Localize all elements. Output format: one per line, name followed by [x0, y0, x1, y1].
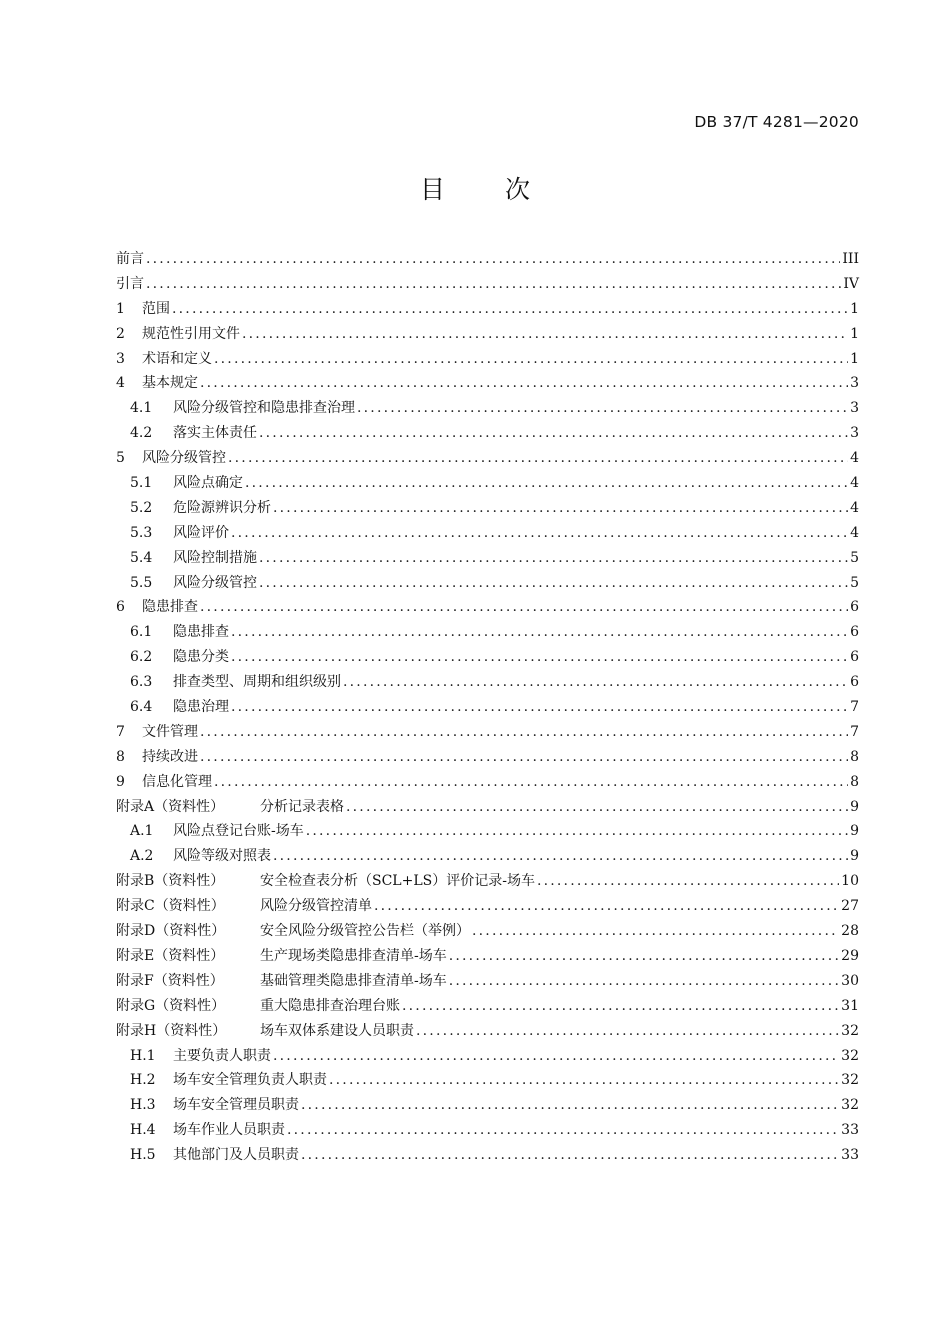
toc-dot-leader	[306, 823, 848, 839]
toc-entry-number: A.1	[130, 823, 154, 840]
toc-entry-label: 风险等级对照表	[173, 848, 271, 865]
toc-entry-label: 风险评价	[173, 524, 229, 541]
toc-dot-leader	[231, 699, 848, 715]
toc-dot-leader	[214, 774, 848, 790]
toc-entry-number: 5.5	[130, 574, 153, 591]
toc-entry[interactable]	[116, 397, 859, 422]
toc-entry-number: 6.2	[130, 649, 153, 666]
toc-entry[interactable]	[116, 920, 859, 945]
toc-entry-page: 28	[841, 923, 859, 940]
toc-dot-leader	[329, 1072, 839, 1088]
toc-dot-leader	[346, 799, 848, 815]
toc-entry-label: 隐患排查	[142, 599, 198, 616]
toc-entry[interactable]	[116, 1069, 859, 1094]
toc-entry-page: 32	[841, 1047, 859, 1064]
toc-entry-number: H.4	[130, 1122, 156, 1139]
toc-entry-number: 附录D（资料性）	[116, 923, 226, 940]
toc-entry[interactable]	[116, 472, 859, 497]
toc-entry[interactable]	[116, 1094, 859, 1119]
toc-dot-leader	[200, 724, 848, 740]
toc-entry-number: 附录G（资料性）	[116, 997, 226, 1014]
toc-entry-label: 场车作业人员职责	[173, 1122, 285, 1139]
toc-dot-leader	[343, 674, 848, 690]
toc-entry-page: 9	[850, 823, 859, 840]
toc-entry-number: 5.2	[130, 499, 153, 516]
toc-entry-number: 4.1	[130, 400, 153, 417]
toc-entry[interactable]	[116, 248, 859, 273]
toc-entry[interactable]	[116, 721, 859, 746]
toc-title: 目 次	[420, 175, 556, 204]
toc-entry-label: 风险点登记台账-场车	[173, 823, 304, 840]
toc-dot-leader	[449, 973, 839, 989]
toc-dot-leader	[357, 400, 848, 416]
toc-entry[interactable]	[116, 596, 859, 621]
toc-entry-label: 风险控制措施	[173, 549, 257, 566]
toc-entry-number: 6.4	[130, 699, 153, 716]
toc-entry-page: 33	[841, 1147, 859, 1164]
toc-dot-leader	[231, 649, 848, 665]
toc-dot-leader	[273, 1048, 839, 1064]
toc-entry-label: 隐患分类	[173, 649, 229, 666]
toc-entry-label: 安全风险分级管控公告栏（举例）	[260, 923, 470, 940]
toc-entry-label: 前言	[116, 251, 144, 267]
toc-dot-leader	[231, 624, 848, 640]
toc-entry-number: 5.3	[130, 524, 153, 541]
toc-entry-page: 8	[850, 748, 859, 765]
toc-entry-page: 7	[850, 723, 859, 740]
toc-entry-label: 隐患治理	[173, 699, 229, 716]
toc-entry-page: 8	[850, 773, 859, 790]
toc-entry-number: 5.4	[130, 549, 153, 566]
toc-entry-label: 场车安全管理负责人职责	[173, 1072, 327, 1089]
toc-entry[interactable]	[116, 497, 859, 522]
document-code: DB 37/T 4281—2020	[694, 113, 859, 131]
toc-entry-page: 1	[850, 350, 859, 367]
toc-entry-page: 4	[850, 499, 859, 516]
toc-entry-number: 1	[116, 300, 125, 317]
toc-dot-leader	[146, 276, 841, 292]
toc-dot-leader	[259, 575, 848, 591]
toc-dot-leader	[200, 375, 848, 391]
toc-entry-label: 基本规定	[142, 375, 198, 392]
toc-entry-label: 分析记录表格	[260, 798, 344, 815]
toc-dot-leader	[273, 500, 848, 516]
toc-entry-label: 文件管理	[142, 723, 198, 740]
toc-dot-leader	[449, 948, 839, 964]
toc-entry-number: 7	[116, 723, 125, 740]
toc-entry-page: 6	[850, 599, 859, 616]
toc-entry[interactable]	[116, 447, 859, 472]
toc-dot-leader	[402, 998, 839, 1014]
toc-entry-number: 5	[116, 450, 125, 467]
toc-entry-page: 1	[850, 325, 859, 342]
toc-entry-label: 场车双体系建设人员职责	[260, 1022, 414, 1039]
toc-entry-number: 附录F（资料性）	[116, 972, 224, 989]
toc-entry[interactable]	[116, 422, 859, 447]
toc-entry-number: 附录A（资料性）	[116, 798, 225, 815]
toc-dot-leader	[172, 301, 848, 317]
toc-dot-leader	[301, 1097, 839, 1113]
toc-entry-label: 范围	[142, 300, 170, 317]
toc-entry[interactable]	[116, 696, 859, 721]
toc-entry[interactable]	[116, 671, 859, 696]
toc-entry[interactable]	[116, 1020, 859, 1045]
toc-entry-page: IV	[843, 275, 859, 292]
toc-entry-number: H.5	[130, 1147, 156, 1164]
toc-entry-label: 危险源辨识分析	[173, 499, 271, 516]
toc-entry-label: 隐患排查	[173, 624, 229, 641]
toc-entry-number: 6	[116, 599, 125, 616]
toc-entry-number: 6.1	[130, 624, 153, 641]
toc-dot-leader	[228, 450, 848, 466]
toc-entry[interactable]	[116, 572, 859, 597]
toc-dot-leader	[416, 1023, 839, 1039]
toc-dot-leader	[301, 1147, 839, 1163]
toc-entry-label: 基础管理类隐患排查清单-场车	[260, 972, 447, 989]
toc-entry[interactable]	[116, 273, 859, 298]
toc-dot-leader	[245, 475, 848, 491]
toc-entry[interactable]	[116, 1144, 859, 1169]
toc-entry[interactable]	[116, 1045, 859, 1070]
toc-entry-page: 4	[850, 524, 859, 541]
toc-entry-number: 附录E（资料性）	[116, 947, 225, 964]
toc-dot-leader	[374, 898, 839, 914]
toc-entry-number: 3	[116, 350, 125, 367]
toc-entry-page: 6	[850, 624, 859, 641]
toc-entry-page: 4	[850, 450, 859, 467]
toc-entry[interactable]	[116, 995, 859, 1020]
toc-entry-label: 术语和定义	[142, 350, 212, 367]
toc-entry-number: 4	[116, 375, 125, 392]
toc-entry-number: H.2	[130, 1072, 156, 1089]
toc-dot-leader	[214, 351, 848, 367]
toc-entry-page: 6	[850, 674, 859, 691]
toc-entry-number: A.2	[130, 848, 154, 865]
toc-entry[interactable]	[116, 547, 859, 572]
toc-entry-label: 其他部门及人员职责	[173, 1147, 299, 1164]
toc-entry[interactable]	[116, 796, 859, 821]
toc-entry[interactable]	[116, 323, 859, 348]
toc-entry-page: 4	[850, 475, 859, 492]
toc-entry[interactable]	[116, 845, 859, 870]
toc-entry[interactable]	[116, 298, 859, 323]
toc-entry[interactable]	[116, 621, 859, 646]
toc-entry[interactable]	[116, 945, 859, 970]
toc-entry-page: 31	[841, 997, 859, 1014]
toc-entry[interactable]	[116, 895, 859, 920]
toc-entry-number: 附录C（资料性）	[116, 898, 225, 915]
toc-entry-page: 30	[841, 972, 859, 989]
toc-entry-number: 6.3	[130, 674, 153, 691]
toc-dot-leader	[146, 251, 840, 267]
toc-entry-label: 规范性引用文件	[142, 325, 240, 342]
toc-entry-label: 落实主体责任	[173, 425, 257, 442]
toc-entry-page: 3	[850, 400, 859, 417]
toc-entry-page: 1	[850, 300, 859, 317]
toc-entry-number: 附录B（资料性）	[116, 873, 225, 890]
toc-entry-label: 风险点确定	[173, 475, 243, 492]
toc-dot-leader	[287, 1122, 839, 1138]
toc-entry[interactable]	[116, 746, 859, 771]
toc-entry-page: 32	[841, 1072, 859, 1089]
toc-entry[interactable]	[116, 820, 859, 845]
toc-entry[interactable]	[116, 870, 859, 895]
toc-entry[interactable]	[116, 970, 859, 995]
toc-entry-label: 主要负责人职责	[173, 1047, 271, 1064]
toc-entry-number: H.1	[130, 1047, 156, 1064]
toc-dot-leader	[200, 749, 848, 765]
toc-entry-page: 6	[850, 649, 859, 666]
toc-entry-label: 信息化管理	[142, 773, 212, 790]
toc-entry[interactable]	[116, 522, 859, 547]
toc-entry-page: 5	[850, 574, 859, 591]
toc-entry-page: 10	[841, 873, 859, 890]
toc-dot-leader	[472, 923, 839, 939]
toc-entry-number: 9	[116, 773, 125, 790]
toc-entry[interactable]	[116, 372, 859, 397]
toc-entry-page: 32	[841, 1022, 859, 1039]
toc-entry-label: 排查类型、周期和组织级别	[173, 674, 341, 691]
toc-entry-page: 3	[850, 425, 859, 442]
toc-entry-page: 29	[841, 947, 859, 964]
toc-dot-leader	[259, 425, 848, 441]
toc-entry[interactable]	[116, 771, 859, 796]
toc-entry-label: 风险分级管控清单	[260, 898, 372, 915]
toc-dot-leader	[200, 599, 848, 615]
toc-dot-leader	[231, 525, 848, 541]
toc-dot-leader	[242, 326, 848, 342]
toc-entry-number: 2	[116, 325, 125, 342]
toc-entry-page: 3	[850, 375, 859, 392]
toc-entry-page: III	[842, 251, 859, 267]
toc-entry-label: 持续改进	[142, 748, 198, 765]
toc-entry-label: 风险分级管控和隐患排查治理	[173, 400, 355, 417]
toc-entry-page: 9	[850, 848, 859, 865]
toc-entry-label: 生产现场类隐患排查清单-场车	[260, 947, 447, 964]
toc-dot-leader	[273, 848, 848, 864]
toc-entry-label: 风险分级管控	[142, 450, 226, 467]
toc-entry-number: 附录H（资料性）	[116, 1022, 227, 1039]
toc-entry-page: 27	[841, 898, 859, 915]
toc-entry-number: 4.2	[130, 425, 153, 442]
toc-entry[interactable]	[116, 1119, 859, 1144]
toc-entry-page: 7	[850, 699, 859, 716]
toc-entry-number: 5.1	[130, 475, 153, 492]
toc-entry-page: 32	[841, 1097, 859, 1114]
toc-dot-leader	[537, 873, 839, 889]
toc-entry[interactable]	[116, 348, 859, 373]
toc-entry-page: 5	[850, 549, 859, 566]
toc-entry-number: H.3	[130, 1097, 156, 1114]
toc-entry-label: 重大隐患排查治理台账	[260, 997, 400, 1014]
toc-entry-label: 安全检查表分析（SCL+LS）评价记录-场车	[260, 873, 535, 890]
toc-entry-label: 风险分级管控	[173, 574, 257, 591]
toc-entry-label: 场车安全管理员职责	[173, 1097, 299, 1114]
toc-entry-number: 8	[116, 748, 125, 765]
table-of-contents	[116, 248, 859, 1169]
toc-entry-label: 引言	[116, 275, 144, 292]
toc-entry-page: 33	[841, 1122, 859, 1139]
toc-dot-leader	[259, 550, 848, 566]
toc-entry[interactable]	[116, 646, 859, 671]
toc-entry-page: 9	[850, 798, 859, 815]
